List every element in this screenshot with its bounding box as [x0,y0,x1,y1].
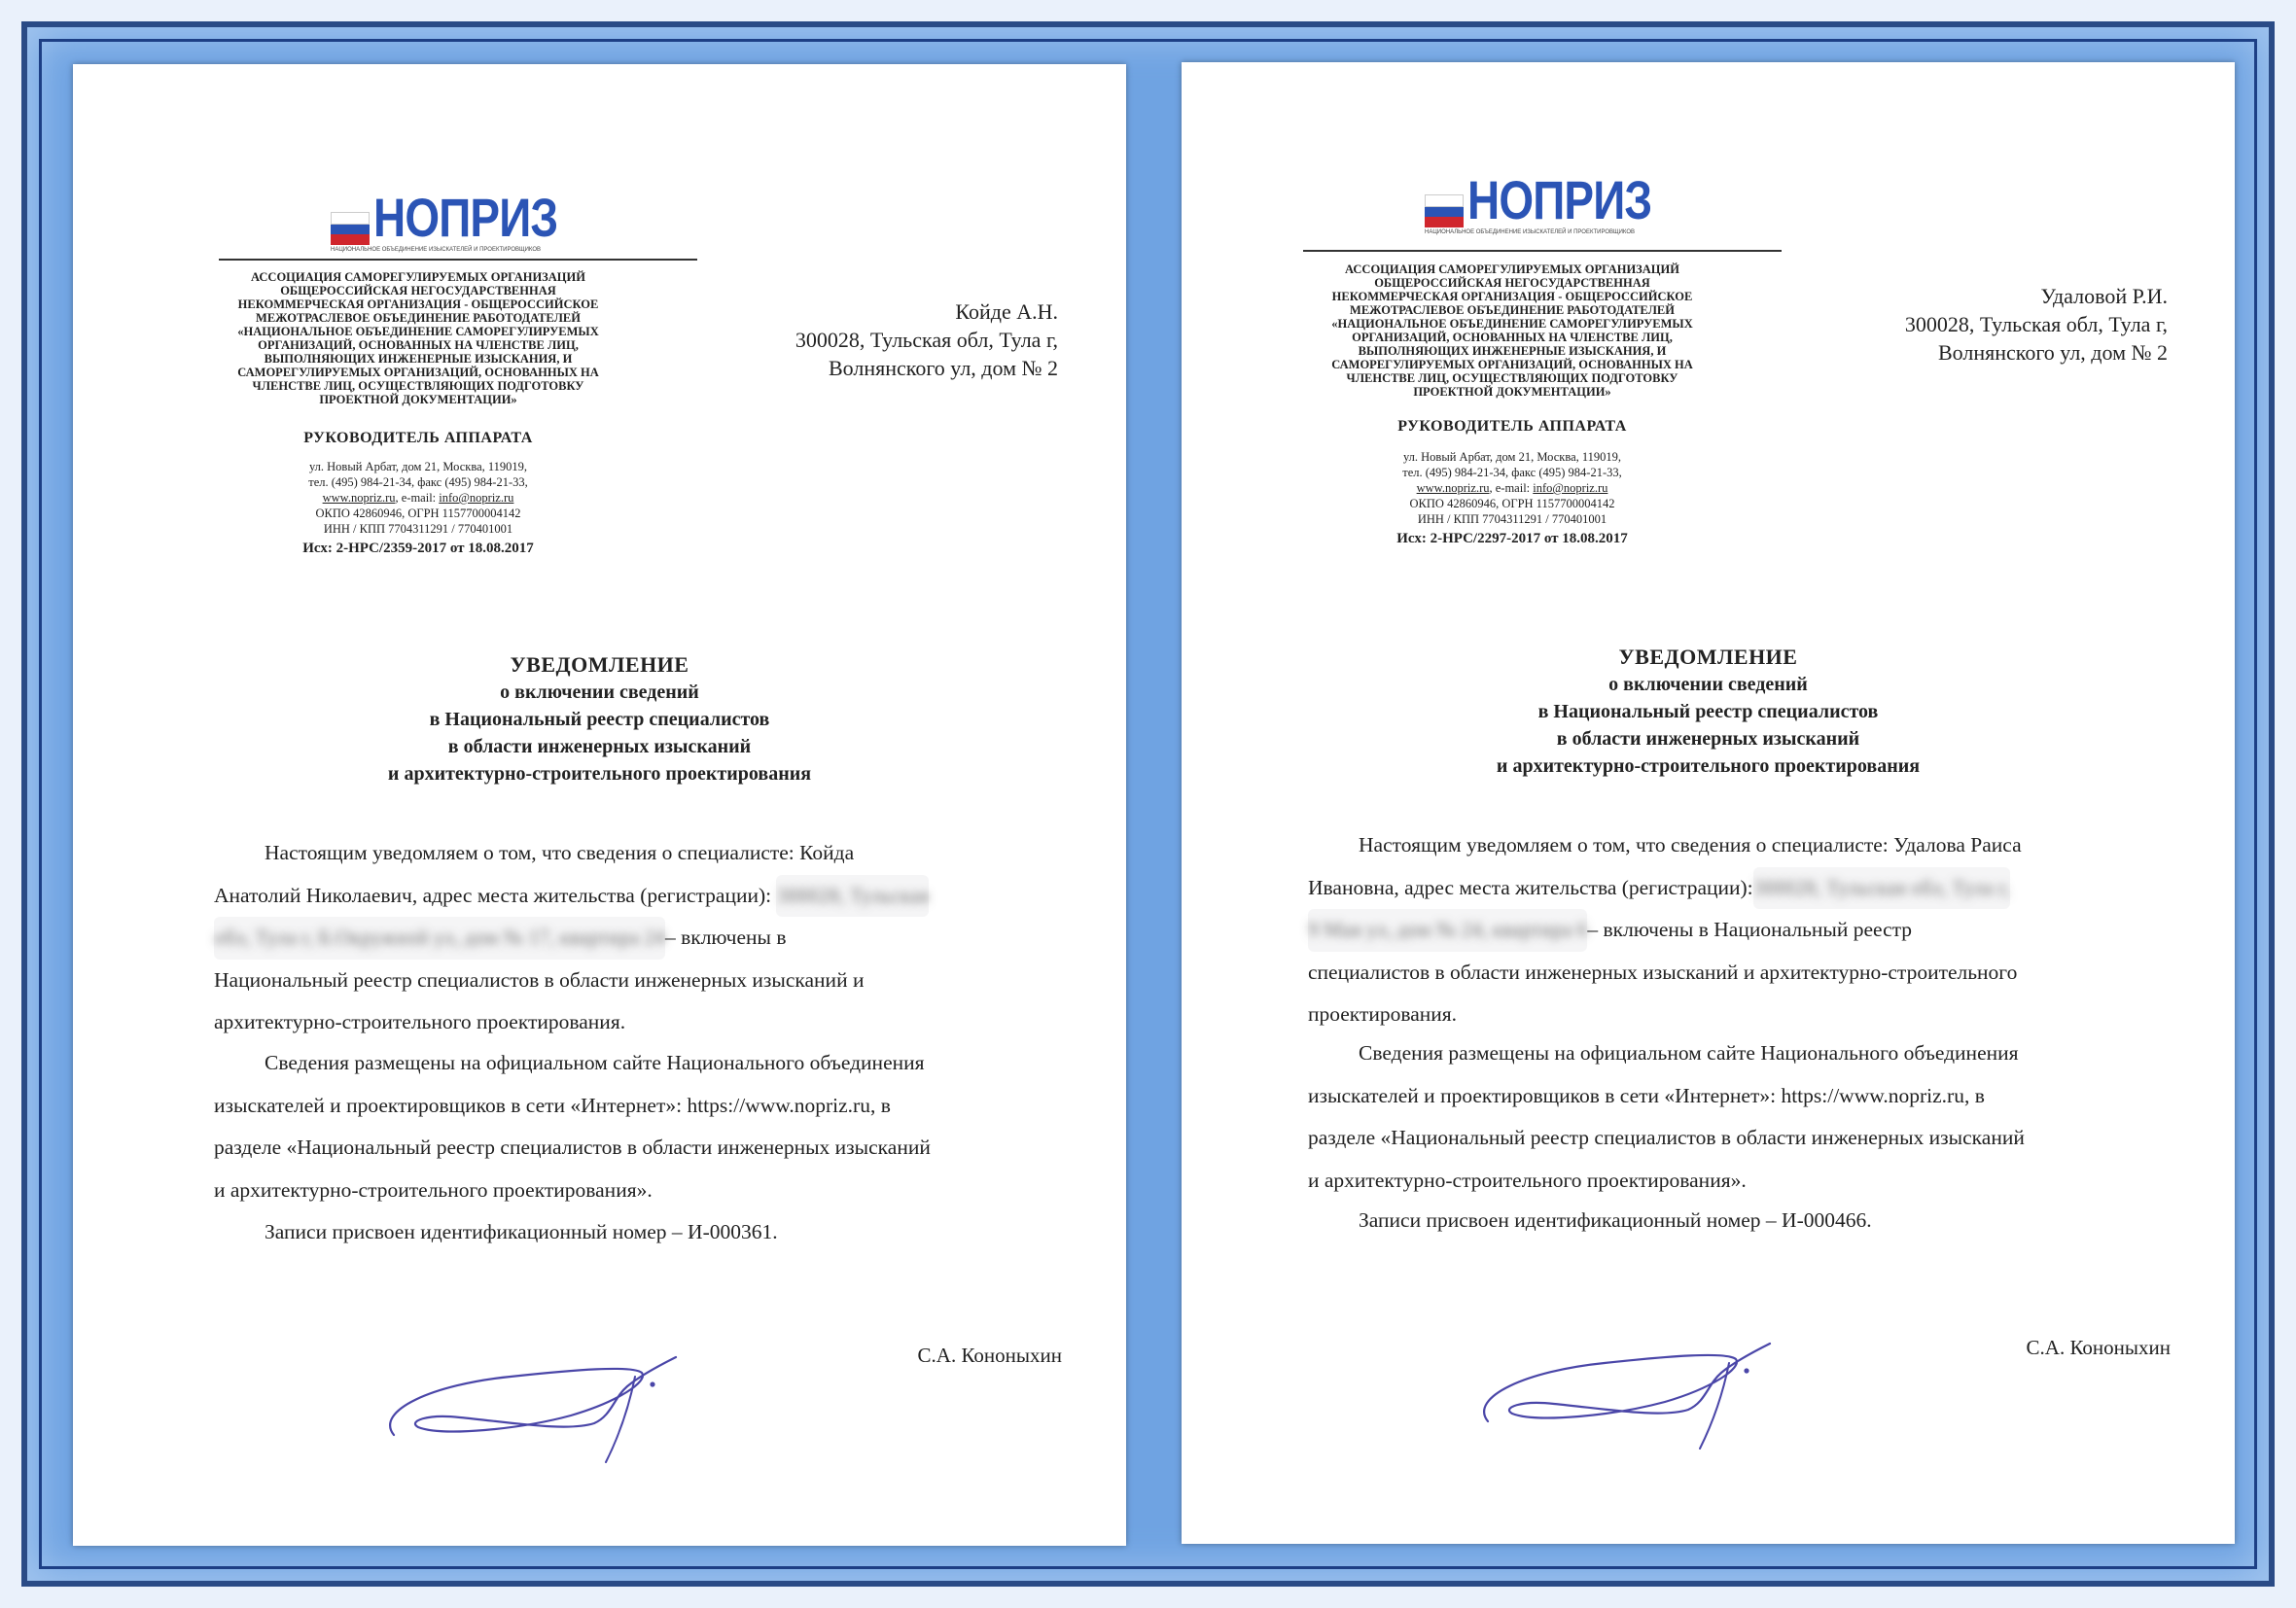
logo-tagline: НАЦИОНАЛЬНОЕ ОБЪЕДИНЕНИЕ ИЗЫСКАТЕЛЕЙ И ПРОЕКТИРОВЩИКОВ [1425,229,1636,235]
organization-name: АССОЦИАЦИЯ САМОРЕГУЛИРУЕМЫХ ОРГАНИЗАЦИЙ ОБЩЕРОССИЙСКАЯ НЕГОСУДАРСТВЕННАЯ НЕКОММЕРЧЕСКАЯ ОРГАНИЗАЦИЯ - ОБЩЕРОССИЙСКОЕ МЕЖОТРАСЛЕВОЕ ОБЪЕДИНЕНИЕ РАБОТОДАТЕЛЕЙ «НАЦИОНАЛЬНОЕ ОБЪЕДИНЕНИЕ САМОРЕГУЛИРУЕМЫХ ОРГАНИЗАЦИЙ, ОСНОВАННЫХ НА ЧЛЕНСТВЕ ЛИЦ, ВЫПОЛНЯЮЩИХ ИНЖЕНЕРНЫЕ ИЗЫСКАНИЯ, И САМОРЕГУЛИРУЕМЫХ ОРГАНИЗАЦИЙ, ОСНОВАННЫХ НА ЧЛЕНСТВЕ ЛИЦ, ОСУЩЕСТВЛЯЮЩИХ ПОДГОТОВКУ ПРОЕКТНОЙ ДОКУМЕНТАЦИИ» [1331,262,1693,399]
letter-page-right [1182,62,2235,1544]
body-paragraph-3: Записи присвоен идентификационный номер – И-000361. [265,1220,778,1243]
email-link[interactable]: info@nopriz.ru [1533,481,1608,495]
logo-wordmark: НОПРИЗ [1467,169,1652,230]
redacted-address: 300028, Тульская [776,875,929,918]
header-rule [1303,250,1782,252]
recipient-address: Койде А.Н. 300028, Тульская обл, Тула г, Волнянского ул, дом № 2 [795,299,1058,380]
body-paragraph-1: Настоящим уведомляем о том, что сведения о специалисте: Удалова Раиса Ивановна, адрес места жительства (регистрации):300028, Тульская обл, Тула г, 9 Мая ул, дом № 24, квартира 6– включены в Национальный реестр специалистов в области инженерных изысканий и архитектурно-строительного проектирования. [1308,833,2022,1026]
contact-details: ул. Новый Арбат, дом 21, Москва, 119019, тел. (495) 984-21-34, факс (495) 984-21-33, www.nopriz.ru, e-mail: info@nopriz.ru ОКПО 42860946, ОГРН 1157700004142 ИНН / КПП 7704311291 / 770401001 [1402,450,1622,526]
notification-title: УВЕДОМЛЕНИЕ о включении сведений в Национальный реестр специалистов в области инженерных изысканий и архитектурно-строительного проектирования [1496,645,1921,777]
outgoing-number: Исх: 2-НРС/2359-2017 от 18.08.2017 [302,541,534,556]
notification-title: УВЕДОМЛЕНИЕ о включении сведений в Национальный реестр специалистов в области инженерных изысканий и архитектурно-строительного проектирования [387,652,812,785]
nopriz-logo [331,187,598,248]
redacted-address: 300028, Тульская обл, Тула г, [1753,867,2010,910]
russian-flag-icon [1425,194,1464,227]
organization-name: АССОЦИАЦИЯ САМОРЕГУЛИРУЕМЫХ ОРГАНИЗАЦИЙ ОБЩЕРОССИЙСКАЯ НЕГОСУДАРСТВЕННАЯ НЕКОММЕРЧЕСКАЯ ОРГАНИЗАЦИЯ - ОБЩЕРОССИЙСКОЕ МЕЖОТРАСЛЕВОЕ ОБЪЕДИНЕНИЕ РАБОТОДАТЕЛЕЙ «НАЦИОНАЛЬНОЕ ОБЪЕДИНЕНИЕ САМОРЕГУЛИРУЕМЫХ ОРГАНИЗАЦИЙ, ОСНОВАННЫХ НА ЧЛЕНСТВЕ ЛИЦ, ВЫПОЛНЯЮЩИХ ИНЖЕНЕРНЫЕ ИЗЫСКАНИЯ, И САМОРЕГУЛИРУЕМЫХ ОРГАНИЗАЦИЙ, ОСНОВАННЫХ НА ЧЛЕНСТВЕ ЛИЦ, ОСУЩЕСТВЛЯЮЩИХ ПОДГОТОВКУ ПРОЕКТНОЙ ДОКУМЕНТАЦИИ» [237,270,599,406]
recipient-address: Удаловой Р.И. 300028, Тульская обл, Тула г, Волнянского ул, дом № 2 [1904,284,2168,365]
redacted-address: обл, Тула г, Б.Окружной ул, дом № 17, квартира 24 [214,917,665,960]
redacted-address: 9 Мая ул, дом № 24, квартира 6 [1308,909,1587,952]
website-link[interactable]: www.nopriz.ru [322,491,396,505]
logo-tagline: НАЦИОНАЛЬНОЕ ОБЪЕДИНЕНИЕ ИЗЫСКАТЕЛЕЙ И ПРОЕКТИРОВЩИКОВ [331,247,542,253]
body-paragraph-1: Настоящим уведомляем о том, что сведения о специалисте: Койда Анатолий Николаевич, адрес места жительства (регистрации): 300028, Тульская обл, Тула г, Б.Окружной ул, дом № 17, квартира 24– включены в Национальный реестр специалистов в области инженерных изысканий и архитектурно-строительного проектирования. [214,841,930,1033]
head-office-title: РУКОВОДИТЕЛЬ АППАРАТА [1397,418,1627,435]
nopriz-logo [1425,169,1692,230]
head-office-title: РУКОВОДИТЕЛЬ АППАРАТА [303,430,533,446]
header-rule [219,259,697,261]
signature-icon [1459,1295,1789,1460]
logo-wordmark: НОПРИЗ [373,187,558,248]
letter-page-left [73,64,1126,1546]
body-paragraph-2: Сведения размещены на официальном сайте Национального объединения изыскателей и проектировщиков в сети «Интернет»: https://www.nopriz.ru, в разделе «Национальный реестр специалистов в области инженерных изысканий и архитектурно-строительного проектирования». [214,1051,931,1202]
body-paragraph-2: Сведения размещены на официальном сайте Национального объединения изыскателей и проектировщиков в сети «Интернет»: https://www.nopriz.ru, в разделе «Национальный реестр специалистов в области инженерных изысканий и архитектурно-строительного проектирования». [1308,1041,2025,1192]
email-link[interactable]: info@nopriz.ru [439,491,514,505]
body-paragraph-3: Записи присвоен идентификационный номер – И-000466. [1359,1208,1872,1232]
website-link[interactable]: www.nopriz.ru [1416,481,1490,495]
signer-name: С.А. Кононыхин [917,1344,1062,1367]
contact-details: ул. Новый Арбат, дом 21, Москва, 119019, тел. (495) 984-21-34, факс (495) 984-21-33, www.nopriz.ru, e-mail: info@nopriz.ru ОКПО 42860946, ОГРН 1157700004142 ИНН / КПП 7704311291 / 770401001 [308,460,528,536]
outgoing-number: Исх: 2-НРС/2297-2017 от 18.08.2017 [1396,531,1628,546]
signature-icon [365,1309,695,1474]
signer-name: С.А. Кононыхин [2026,1336,2171,1359]
russian-flag-icon [331,212,370,245]
